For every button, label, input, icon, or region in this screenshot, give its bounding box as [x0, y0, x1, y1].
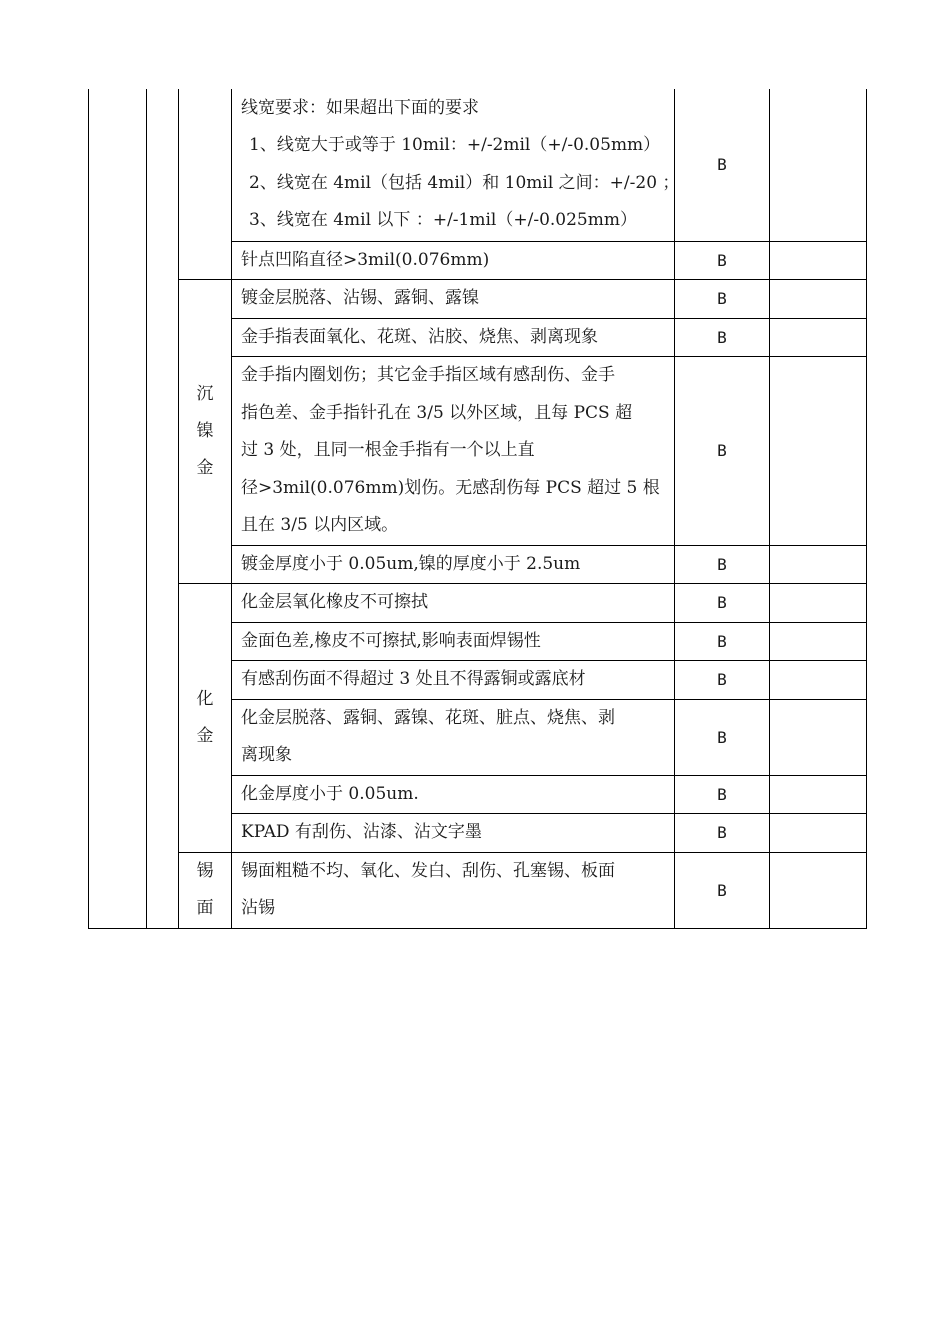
description-line: 针点凹陷直径>3mil(0.076mm) — [241, 249, 490, 270]
description-line: 金面色差,橡皮不可擦拭,影响表面焊锡性 — [241, 630, 541, 651]
description-cell — [232, 318, 675, 357]
remark-cell — [770, 357, 867, 546]
remark-cell — [770, 89, 867, 241]
description-cell — [232, 241, 675, 280]
grade-cell: B — [675, 89, 770, 241]
description-line: 线宽要求：如果超出下面的要求 — [241, 97, 479, 118]
remark-cell — [770, 852, 867, 928]
inspection-table — [88, 89, 867, 929]
description-line: 镀金层脱落、沾锡、露铜、露镍 — [241, 288, 479, 308]
description-line: 镀金厚度小于 0.05um,镍的厚度小于 2.5um — [241, 553, 581, 574]
group-label-nickel-gold: 沉 镍 金 — [179, 280, 232, 584]
description-line: 锡面粗糙不均、氧化、发白、刮伤、孔塞锡、板面 — [241, 860, 615, 881]
grade-cell: B — [675, 775, 770, 814]
group-cell-blank — [179, 89, 232, 280]
table-row — [89, 852, 867, 928]
description-line: 2、线宽在 4mil（包括 4mil）和 10mil 之间：+/-20 ； — [249, 172, 680, 193]
description-line: 1、线宽大于或等于 10mil：+/-2mil（+/-0.05mm） — [249, 135, 661, 156]
description-cell — [232, 357, 675, 546]
table-row — [89, 280, 867, 319]
description-line: 过 3 处，且同一根金手指有一个以上直 — [241, 440, 535, 460]
description-cell — [232, 775, 675, 814]
remark-cell — [770, 545, 867, 584]
remark-cell — [770, 775, 867, 814]
grade-cell: B — [675, 661, 770, 700]
description-cell — [232, 814, 675, 853]
description-cell — [232, 280, 675, 319]
remark-cell — [770, 814, 867, 853]
remark-cell — [770, 622, 867, 661]
description-line: 指色差、金手指针孔在 3/5 以外区域，且每 PCS 超 — [241, 402, 633, 423]
description-line: 化金层氧化橡皮不可擦拭 — [241, 592, 428, 612]
blank-column-2 — [147, 89, 179, 928]
grade-cell: B — [675, 241, 770, 280]
remark-cell — [770, 699, 867, 775]
description-line: 3、线宽在 4mil 以下 ：+/-1mil（+/-0.025mm） — [249, 210, 637, 231]
grade-cell: B — [675, 852, 770, 928]
group-label-immersion-gold: 化 金 — [179, 584, 232, 853]
description-line: 化金厚度小于 0.05um. — [241, 783, 419, 804]
description-line: 离现象 — [241, 745, 292, 765]
description-line: 径>3mil(0.076mm)划伤。无感刮伤每 PCS 超过 5 根 — [241, 477, 660, 498]
description-cell — [232, 545, 675, 584]
description-line: 沾锡 — [241, 898, 275, 918]
table-row — [89, 89, 867, 241]
description-cell — [232, 584, 675, 623]
grade-cell: B — [675, 699, 770, 775]
grade-cell: B — [675, 357, 770, 546]
description-line: 化金层脱落、露铜、露镍、花斑、脏点、烧焦、剥 — [241, 707, 615, 728]
description-cell — [232, 622, 675, 661]
description-cell — [232, 661, 675, 700]
blank-column-1 — [89, 89, 147, 928]
grade-cell: B — [675, 622, 770, 661]
description-cell — [232, 699, 675, 775]
table-row — [89, 584, 867, 623]
description-line: 且在 3/5 以内区域。 — [241, 515, 399, 535]
group-label-tin: 锡 面 — [179, 852, 232, 928]
grade-cell: B — [675, 545, 770, 584]
grade-cell: B — [675, 584, 770, 623]
remark-cell — [770, 318, 867, 357]
description-cell — [232, 852, 675, 928]
grade-cell: B — [675, 318, 770, 357]
remark-cell — [770, 661, 867, 700]
remark-cell — [770, 280, 867, 319]
description-line: KPAD 有刮伤、沾漆、沾文字墨 — [241, 822, 482, 842]
description-cell — [232, 89, 680, 241]
description-line: 金手指内圈划伤；其它金手指区域有感刮伤、金手 — [241, 365, 615, 385]
grade-cell: B — [675, 280, 770, 319]
grade-cell: B — [675, 814, 770, 853]
description-line: 有感刮伤面不得超过 3 处且不得露铜或露底材 — [241, 669, 586, 689]
remark-cell — [770, 584, 867, 623]
remark-cell — [770, 241, 867, 280]
description-line: 金手指表面氧化、花斑、沾胶、烧焦、剥离现象 — [241, 326, 598, 347]
